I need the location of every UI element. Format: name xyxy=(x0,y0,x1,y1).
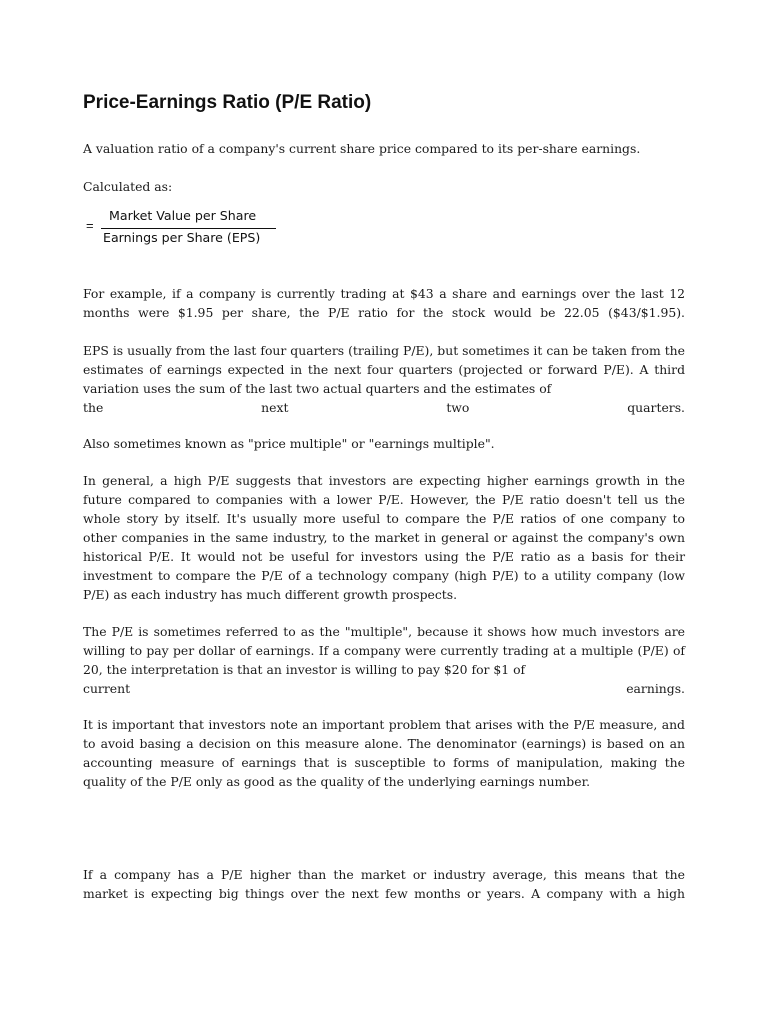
definition-text: A valuation ratio of a company's current share price compared to its per-share earnings. xyxy=(83,141,641,156)
example-line-1: For example, if a company is currently trading at $43 a share and earnings over the last 12 xyxy=(83,286,685,301)
page-title: Price-Earnings Ratio (P/E Ratio) xyxy=(83,92,372,113)
eps-last-line: the next two quarters. xyxy=(83,400,685,415)
important-paragraph: It is important that investors note an important problem that arises with the P/E measure, and to avoid basing a decision on this measure alone. The denominator (earnings) is based on an accounting measure of earnings that is susceptible to forms of manipulation, making the quality of the P/E only as good as the quality of the underlying earnings number. xyxy=(83,717,685,789)
multiple-last-line: current earnings. xyxy=(83,681,685,696)
formula-equals-sign: = xyxy=(86,218,94,233)
formula-numerator: Market Value per Share xyxy=(109,208,257,223)
general-paragraph: In general, a high P/E suggests that investors are expecting higher earnings growth in the future compared to companies with a lower P/E. However, the P/E ratio doesn't tell us the whole story by itself. It's usually more useful to compare the P/E ratios of one company to other companies in the same industry, to the market in general or against the company's own historical P/E. It would not be useful for investors using the P/E ratio as a basis for their investment to compare the P/E of a technology company (high P/E) to a utility company (low P/E) as each industry has much different growth prospects. xyxy=(83,473,685,602)
calculated-as-label: Calculated as: xyxy=(83,179,173,194)
multiple-body: The P/E is sometimes referred to as the "multiple", because it shows how much investors are willing to pay per dollar of earnings. If a company were currently trading at a multiple (P/E) of 20, the interpretation is that an investor is willing to pay $20 for $1 of xyxy=(83,624,685,677)
higher-line-2: market is expecting big things over the next few months or years. A company with a high xyxy=(83,886,685,901)
also-known-paragraph: Also sometimes known as "price multiple" or "earnings multiple". xyxy=(83,436,495,451)
eps-body: EPS is usually from the last four quarters (trailing P/E), but sometimes it can be taken from the estimates of earnings expected in the next four quarters (projected or forward P/E). A third variation uses the sum of the last two actual quarters and the estimates of xyxy=(83,343,685,396)
example-line-2: months were $1.95 per share, the P/E ratio for the stock would be 22.05 ($43/$1.95). xyxy=(83,305,685,320)
higher-line-1: If a company has a P/E higher than the market or industry average, this means that the xyxy=(83,867,685,882)
formula-denominator: Earnings per Share (EPS) xyxy=(103,230,261,245)
pe-formula xyxy=(86,207,286,247)
formula-fraction-bar xyxy=(101,228,276,229)
